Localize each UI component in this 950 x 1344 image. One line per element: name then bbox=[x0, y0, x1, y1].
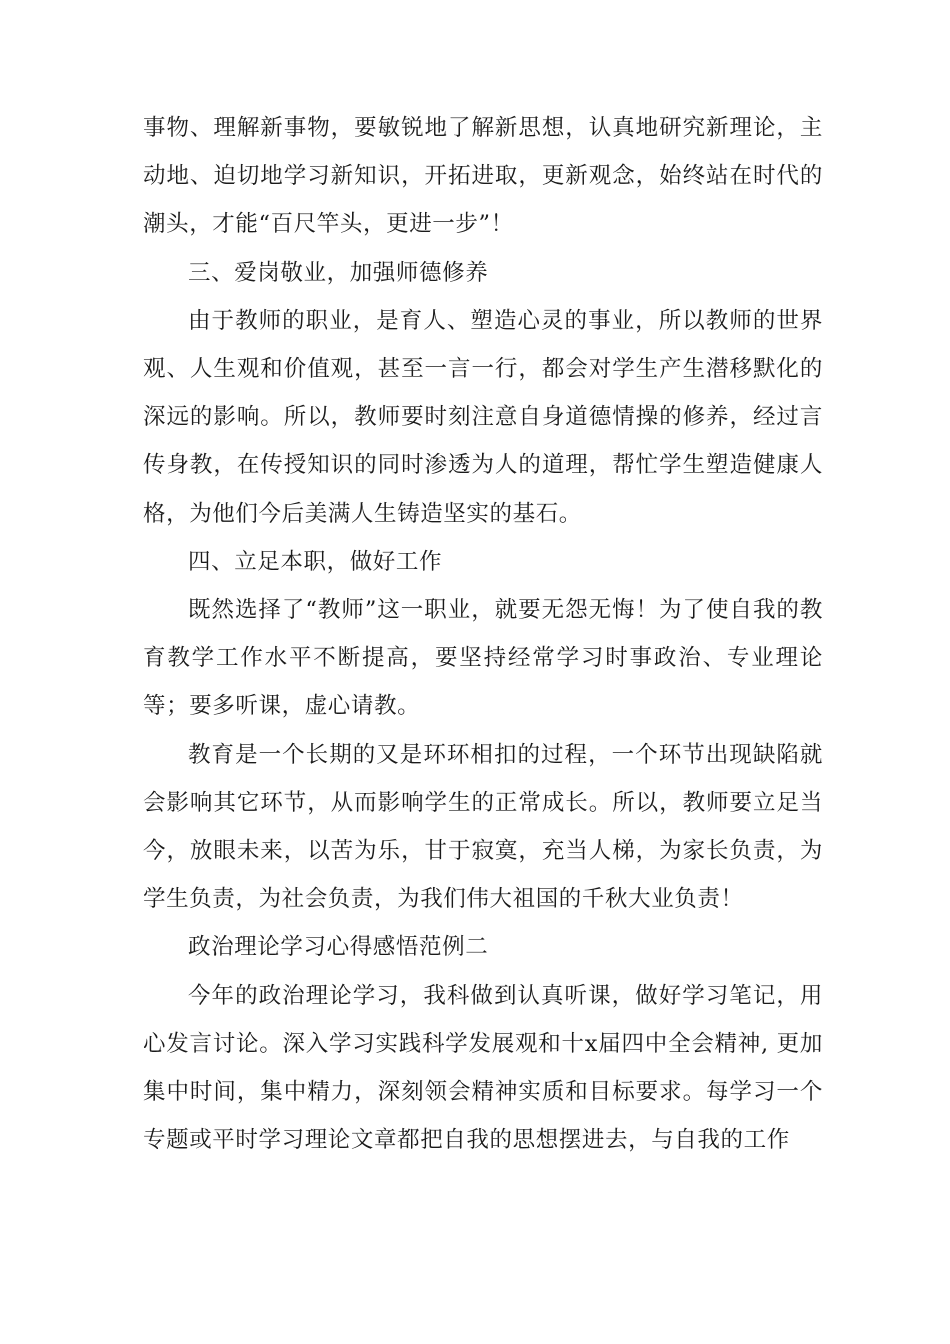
document-body bbox=[143, 104, 823, 1164]
paragraph: 由于教师的职业，是育人、塑造心灵的事业，所以教师的世界观、人生观和价值观，甚至一言一行，都会对学生产生潜移默化的深远的影响。所以，教师要时刻注意自身道德情操的修养，经过言传身教，在传授知识的同时渗透为人的道理，帮忙学生塑造健康人格，为他们今后美满人生铸造坚实的基石。 bbox=[143, 307, 823, 527]
paragraph: 教育是一个长期的又是环环相扣的过程，一个环节出现缺陷就会影响其它环节，从而影响学生的正常成长。所以，教师要立足当今，放眼未来，以苦为乐，甘于寂寞，充当人梯，为家长负责，为学生负责，为社会负责，为我们伟大祖国的千秋大业负责！ bbox=[143, 741, 823, 913]
section-heading-4: 四、立足本职，做好工作 bbox=[188, 548, 443, 575]
paragraph: 今年的政治理论学习，我科做到认真听课，做好学习笔记，用心发言讨论。深入学习实践科学发展观和十x届四中全会精神, 更加集中时间，集中精力，深刻领会精神实质和目标要求。每学习一个专题或平时学习理论文章都把自我的思想摆进去，与自我的工作 bbox=[143, 982, 823, 1154]
example-title: 政治理论学习心得感悟范例二 bbox=[188, 934, 489, 961]
section-heading-3: 三、爱岗敬业，加强师德修养 bbox=[188, 259, 489, 286]
paragraph: 既然选择了“教师”这一职业，就要无怨无悔！为了使自我的教育教学工作水平不断提高，要坚持经常学习时事政治、专业理论等；要多听课，虚心请教。 bbox=[143, 597, 823, 720]
paragraph-continuation: 事物、理解新事物，要敏锐地了解新思想，认真地研究新理论，主动地、迫切地学习新知识，开拓进取，更新观念，始终站在时代的潮头，才能“百尺竿头，更进一步”！ bbox=[143, 115, 823, 238]
